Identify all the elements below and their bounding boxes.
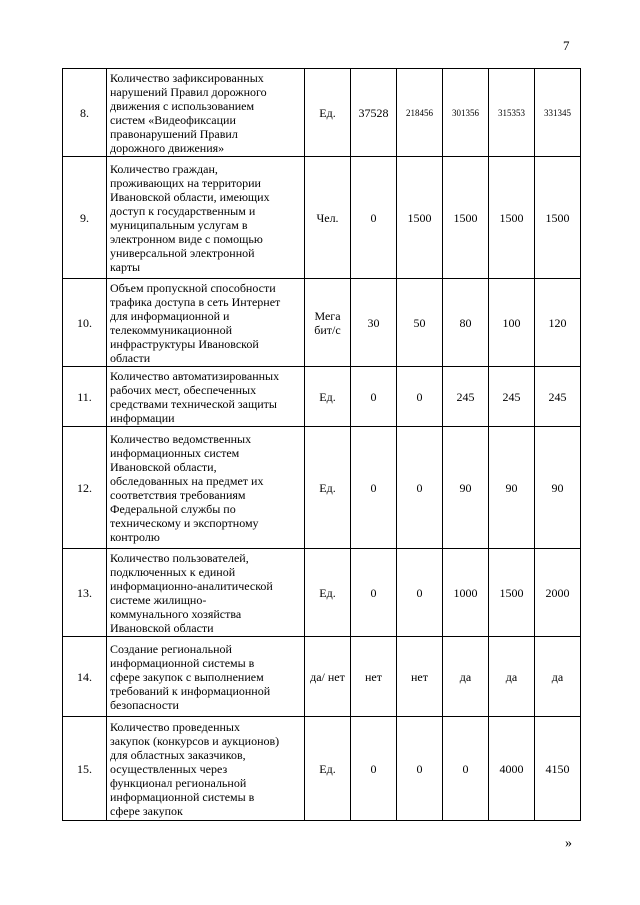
description-line: Количество пользователей, bbox=[110, 550, 249, 565]
description-line: Федеральной службы по bbox=[110, 501, 236, 516]
row-description bbox=[107, 69, 305, 157]
description-line: Ивановской области, bbox=[110, 459, 217, 474]
description-line: Создание региональной bbox=[110, 641, 232, 656]
row-description bbox=[107, 157, 305, 279]
row-value: 4000 bbox=[489, 717, 535, 821]
row-value: да bbox=[535, 637, 581, 717]
table-row bbox=[63, 69, 581, 157]
row-value: 0 bbox=[397, 427, 443, 549]
table-row bbox=[63, 637, 581, 717]
row-unit: Ед. bbox=[305, 367, 351, 427]
description-line: подключенных к единой bbox=[110, 564, 236, 579]
description-line: нарушений Правил дорожного bbox=[110, 84, 267, 99]
row-value: 331345 bbox=[535, 69, 581, 157]
description-line: карты bbox=[110, 259, 141, 274]
table-row bbox=[63, 279, 581, 367]
description-line: электронном виде с помощью bbox=[110, 231, 263, 246]
row-unit: Мега бит/с bbox=[305, 279, 351, 367]
row-value: 120 bbox=[535, 279, 581, 367]
description-line: телекоммуникационной bbox=[110, 322, 232, 337]
row-description bbox=[107, 367, 305, 427]
row-value: 80 bbox=[443, 279, 489, 367]
row-description bbox=[107, 637, 305, 717]
description-line: обследованных на предмет их bbox=[110, 473, 264, 488]
row-number: 14. bbox=[63, 637, 107, 717]
row-number: 9. bbox=[63, 157, 107, 279]
description-line: Количество проведенных bbox=[110, 719, 240, 734]
description-line: рабочих мест, обеспеченных bbox=[110, 382, 257, 397]
row-unit: Ед. bbox=[305, 427, 351, 549]
description-line: требований к информационной bbox=[110, 683, 271, 698]
description-line: систем «Видеофиксации bbox=[110, 112, 236, 127]
row-number: 11. bbox=[63, 367, 107, 427]
description-line: для областных заказчиков, bbox=[110, 747, 246, 762]
row-unit: Ед. bbox=[305, 549, 351, 637]
description-line: контролю bbox=[110, 529, 160, 544]
description-line: информационных систем bbox=[110, 445, 240, 460]
row-value: 50 bbox=[397, 279, 443, 367]
description-line: безопасности bbox=[110, 697, 179, 712]
row-value: 2000 bbox=[535, 549, 581, 637]
row-description bbox=[107, 549, 305, 637]
indicators-table bbox=[62, 68, 581, 821]
description-line: системе жилищно- bbox=[110, 592, 207, 607]
table-row bbox=[63, 717, 581, 821]
description-line: техническому и экспортному bbox=[110, 515, 259, 530]
row-value: 315353 bbox=[489, 69, 535, 157]
description-line: Ивановской области, имеющих bbox=[110, 189, 270, 204]
description-line: универсальной электронной bbox=[110, 245, 255, 260]
table-row bbox=[63, 427, 581, 549]
table-row bbox=[63, 157, 581, 279]
row-value: 245 bbox=[535, 367, 581, 427]
description-line: информационной системы в bbox=[110, 655, 255, 670]
description-line: правонарушений Правил bbox=[110, 126, 238, 141]
description-line: Объем пропускной способности bbox=[110, 280, 276, 295]
row-value: 1500 bbox=[535, 157, 581, 279]
row-description bbox=[107, 427, 305, 549]
row-value: нет bbox=[351, 637, 397, 717]
row-value: 301356 bbox=[443, 69, 489, 157]
row-value: да bbox=[489, 637, 535, 717]
row-value: 1000 bbox=[443, 549, 489, 637]
closing-quote: » bbox=[565, 836, 572, 851]
description-line: сфере закупок с выполнением bbox=[110, 669, 264, 684]
row-unit: Ед. bbox=[305, 717, 351, 821]
description-line: информации bbox=[110, 410, 175, 425]
row-number: 12. bbox=[63, 427, 107, 549]
description-line: муниципальным услугам в bbox=[110, 217, 248, 232]
table-row bbox=[63, 549, 581, 637]
description-line: информационной системы в bbox=[110, 789, 255, 804]
description-line: Количество граждан, bbox=[110, 161, 218, 176]
description-line: функционал региональной bbox=[110, 775, 247, 790]
row-value: 1500 bbox=[443, 157, 489, 279]
description-line: движения с использованием bbox=[110, 98, 255, 113]
row-value: нет bbox=[397, 637, 443, 717]
row-value: 90 bbox=[489, 427, 535, 549]
description-line: информационно-аналитической bbox=[110, 578, 273, 593]
row-value: 245 bbox=[489, 367, 535, 427]
row-description bbox=[107, 279, 305, 367]
description-line: проживающих на территории bbox=[110, 175, 261, 190]
description-line: доступ к государственным и bbox=[110, 203, 256, 218]
page-number: 7 bbox=[563, 38, 570, 53]
row-number: 15. bbox=[63, 717, 107, 821]
row-number: 13. bbox=[63, 549, 107, 637]
description-line: сфере закупок bbox=[110, 803, 183, 818]
row-value: 0 bbox=[351, 157, 397, 279]
row-value: 30 bbox=[351, 279, 397, 367]
row-unit: да/ нет bbox=[305, 637, 351, 717]
description-line: средствами технической защиты bbox=[110, 396, 277, 411]
row-value: 218456 bbox=[397, 69, 443, 157]
table-row bbox=[63, 367, 581, 427]
row-value: 1500 bbox=[397, 157, 443, 279]
row-value: 0 bbox=[443, 717, 489, 821]
row-value: 100 bbox=[489, 279, 535, 367]
row-value: 4150 bbox=[535, 717, 581, 821]
description-line: области bbox=[110, 350, 151, 365]
description-line: дорожного движения» bbox=[110, 140, 225, 155]
description-line: коммунального хозяйства bbox=[110, 606, 242, 621]
row-value: 0 bbox=[397, 717, 443, 821]
row-value: да bbox=[443, 637, 489, 717]
description-line: для информационной и bbox=[110, 308, 230, 323]
row-value: 0 bbox=[397, 367, 443, 427]
description-line: инфраструктуры Ивановской bbox=[110, 336, 259, 351]
table-body bbox=[63, 69, 581, 821]
description-line: трафика доступа в сеть Интернет bbox=[110, 294, 281, 309]
row-number: 10. bbox=[63, 279, 107, 367]
description-line: Количество автоматизированных bbox=[110, 368, 280, 383]
row-value: 1500 bbox=[489, 549, 535, 637]
row-unit: Чел. bbox=[305, 157, 351, 279]
description-line: соответствия требованиям bbox=[110, 487, 246, 502]
row-value: 0 bbox=[351, 549, 397, 637]
row-value: 90 bbox=[443, 427, 489, 549]
row-value: 1500 bbox=[489, 157, 535, 279]
description-line: осуществленных через bbox=[110, 761, 228, 776]
row-value: 90 bbox=[535, 427, 581, 549]
row-value: 0 bbox=[351, 367, 397, 427]
row-value: 0 bbox=[397, 549, 443, 637]
row-value: 37528 bbox=[351, 69, 397, 157]
row-value: 0 bbox=[351, 427, 397, 549]
description-line: Ивановской области bbox=[110, 620, 214, 635]
description-line: закупок (конкурсов и аукционов) bbox=[110, 733, 280, 748]
row-value: 0 bbox=[351, 717, 397, 821]
row-number: 8. bbox=[63, 69, 107, 157]
row-unit: Ед. bbox=[305, 69, 351, 157]
description-line: Количество ведомственных bbox=[110, 431, 252, 446]
row-description bbox=[107, 717, 305, 821]
row-value: 245 bbox=[443, 367, 489, 427]
description-line: Количество зафиксированных bbox=[110, 70, 264, 85]
